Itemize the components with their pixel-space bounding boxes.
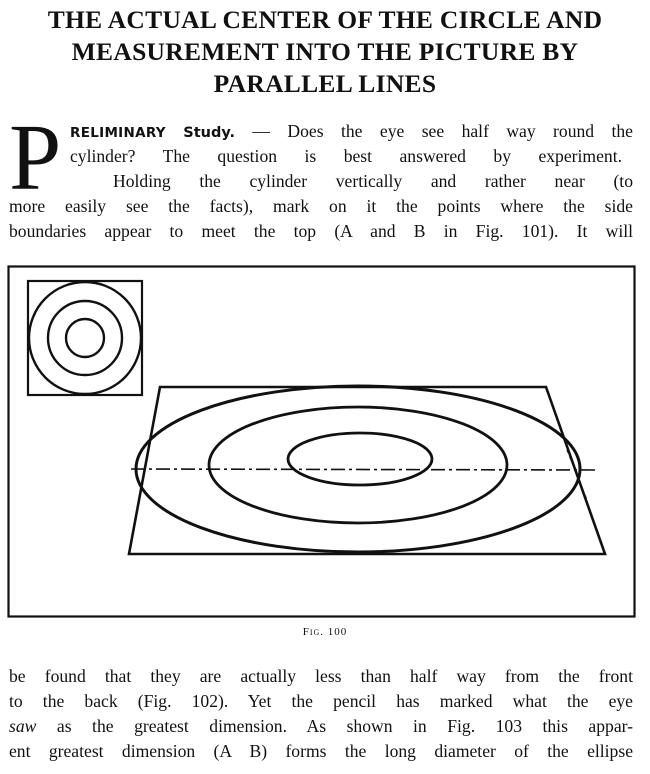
intro-line-1-rest: — Does the eye see half way round the (235, 121, 633, 141)
intro-line-4 (9, 194, 633, 219)
continuation-line-4-text: ent greatest dimension (A B) forms the long diameter of the ellipse (9, 741, 633, 761)
intro-line-2 (70, 144, 622, 169)
continuation-line-4 (9, 739, 633, 764)
title-line-3: PARALLEL LINES (213, 69, 437, 98)
lead-study: Study. (183, 125, 236, 141)
continuation-line-1-text: be found that they are actually less than half way from the front (9, 666, 633, 686)
drop-cap: P (9, 106, 62, 210)
italic-saw: saw (9, 716, 37, 736)
small-outer-circle (29, 282, 141, 394)
figure-100-illustration (7, 265, 636, 618)
small-inner-circle (66, 319, 104, 357)
intro-line-1 (70, 119, 633, 146)
intro-line-2-text: cylinder? The question is best answered by experiment. (70, 146, 622, 166)
middle-ellipse (209, 407, 507, 523)
inner-ellipse (288, 433, 432, 485)
continuation-line-2-text: to the back (Fig. 102). Yet the pencil has marked what the eye (9, 691, 633, 711)
figure-frame (9, 267, 635, 617)
page-title (10, 4, 640, 100)
center-dashed-line (131, 469, 595, 470)
title-line-2: MEASUREMENT INTO THE PICTURE BY (71, 37, 579, 66)
small-square-concentric-circles (28, 281, 142, 395)
lead-caps: RELIMINARY (70, 125, 166, 141)
continuation-line-3-rest: as the greatest dimension. As shown in Fig. 103 this appar- (36, 716, 633, 736)
intro-line-5-text: boundaries appear to meet the top (A and B in Fig. 101). It will (9, 221, 633, 241)
intro-line-3-text: Holding the cylinder vertically and rather near (to (113, 171, 633, 191)
intro-line-5 (9, 219, 633, 244)
perspective-square-with-ellipses (129, 386, 605, 554)
continuation-line-3 (9, 714, 633, 739)
figure-caption: Fig. 100 (302, 626, 348, 638)
small-middle-circle (48, 301, 122, 375)
continuation-line-1 (9, 664, 633, 689)
intro-line-3 (113, 169, 633, 194)
continuation-line-2 (9, 689, 633, 714)
title-line-1: THE ACTUAL CENTER OF THE CIRCLE AND (47, 5, 603, 34)
intro-line-4-text: more easily see the facts), mark on it the points where the side (9, 196, 633, 216)
